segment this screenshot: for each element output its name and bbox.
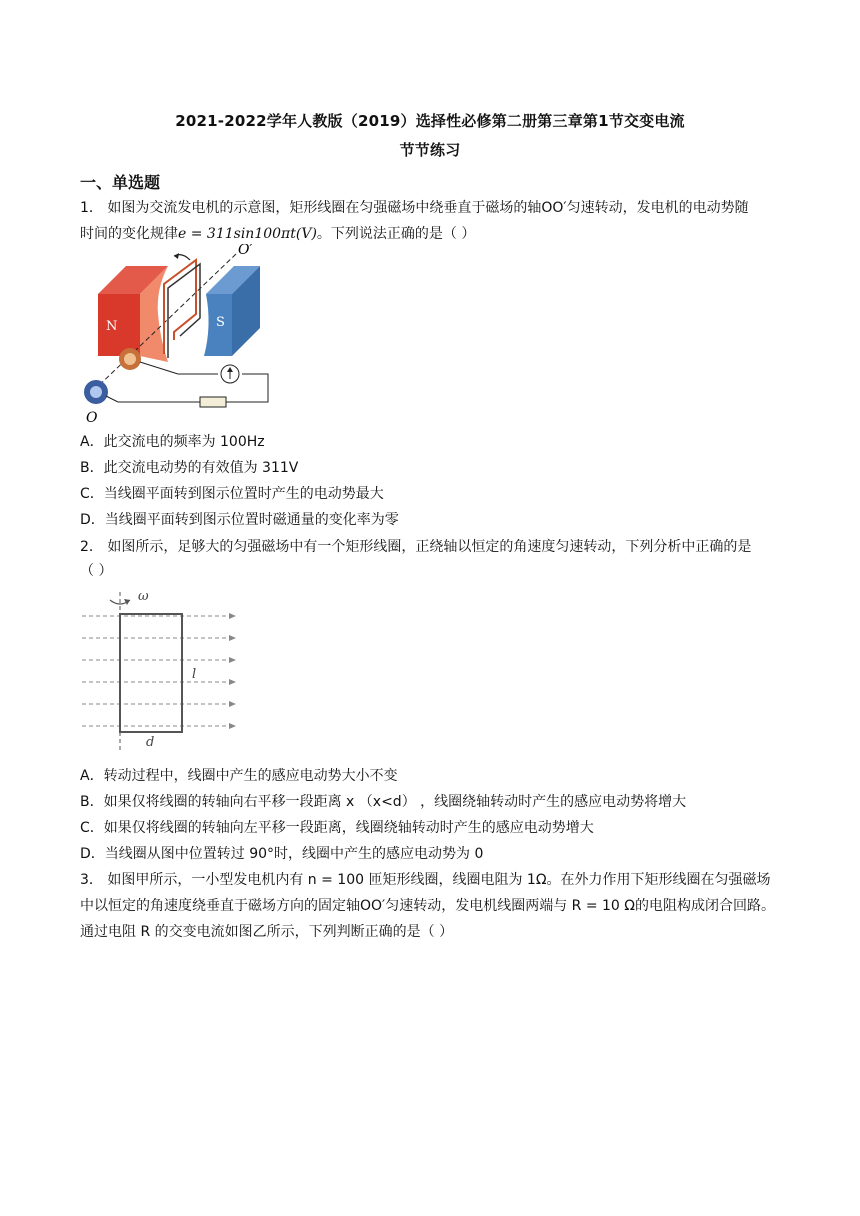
magnet-n-label: N [106, 319, 118, 334]
omega-label: ω [138, 589, 149, 604]
q1-formula: e = 311sin100πt(V) [178, 226, 317, 242]
q2-stem-line1: 2． 如图所示，足够大的匀强磁场中有一个矩形线圈，正绕轴以恒定的角速度匀速转动，下列分析中正确的是 [80, 539, 752, 555]
section-heading: 一、单选题 [80, 173, 161, 192]
worksheet-title-line1: 2021-2022学年人教版（2019）选择性必修第二册第三章第1节交变电流 [175, 112, 685, 130]
q3-stem-line3: 通过电阻 R 的交变电流如图乙所示，下列判断正确的是（ ） [80, 924, 454, 940]
q2-option-d: D．当线圈从图中位置转过 90°时，线圈中产生的感应电动势为 0 [80, 846, 484, 862]
q1-stem-line1: 1． 如图为交流发电机的示意图，矩形线圈在匀强磁场中绕垂直于磁场的轴OO′匀速转动，发电机的电动势随 [80, 200, 749, 216]
generator-diagram [78, 244, 278, 424]
side-l-label: l [192, 667, 197, 682]
q2-option-a: A．转动过程中，线圈中产生的感应电动势大小不变 [80, 768, 398, 784]
q1-stem-line2 [80, 224, 800, 244]
q3-stem-line2: 中以恒定的角速度绕垂直于磁场方向的固定轴OO′匀速转动，发电机线圈两端与 R = 10 Ω的电阻构成闭合回路。 [80, 898, 775, 914]
q1-stem-line2-pre: 时间的变化规律 [80, 226, 178, 242]
q1-option-a: A．此交流电的频率为 100Hz [80, 434, 265, 450]
q2-option-c: C．如果仅将线圈的转轴向左平移一段距离，线圈绕轴转动时产生的感应电动势增大 [80, 820, 594, 836]
q1-stem-line2-post: 。下列说法正确的是（ ） [316, 226, 476, 242]
magnet-s-label: S [216, 315, 225, 330]
q1-option-c: C．当线圈平面转到图示位置时产生的电动势最大 [80, 486, 384, 502]
q1-option-d: D．当线圈平面转到图示位置时磁通量的变化率为零 [80, 512, 399, 528]
q1-option-b: B．此交流电动势的有效值为 311V [80, 460, 299, 476]
q2-option-b: B．如果仅将线圈的转轴向右平移一段距离 x （x<d） ，线圈绕轴转动时产生的感应电动势将增大 [80, 794, 687, 810]
q2-stem-line2: （ ） [80, 563, 113, 579]
worksheet-title-line2: 节节练习 [399, 141, 461, 159]
side-d-label: d [146, 735, 155, 750]
axis-label-o: O [86, 410, 98, 424]
axis-label-o-prime: O′ [238, 244, 253, 258]
rotating-coil-diagram [82, 586, 242, 750]
q3-stem-line1: 3． 如图甲所示，一小型发电机内有 n = 100 匝矩形线圈，线圈电阻为 1Ω。在外力作用下矩形线圈在匀强磁场 [80, 872, 771, 888]
